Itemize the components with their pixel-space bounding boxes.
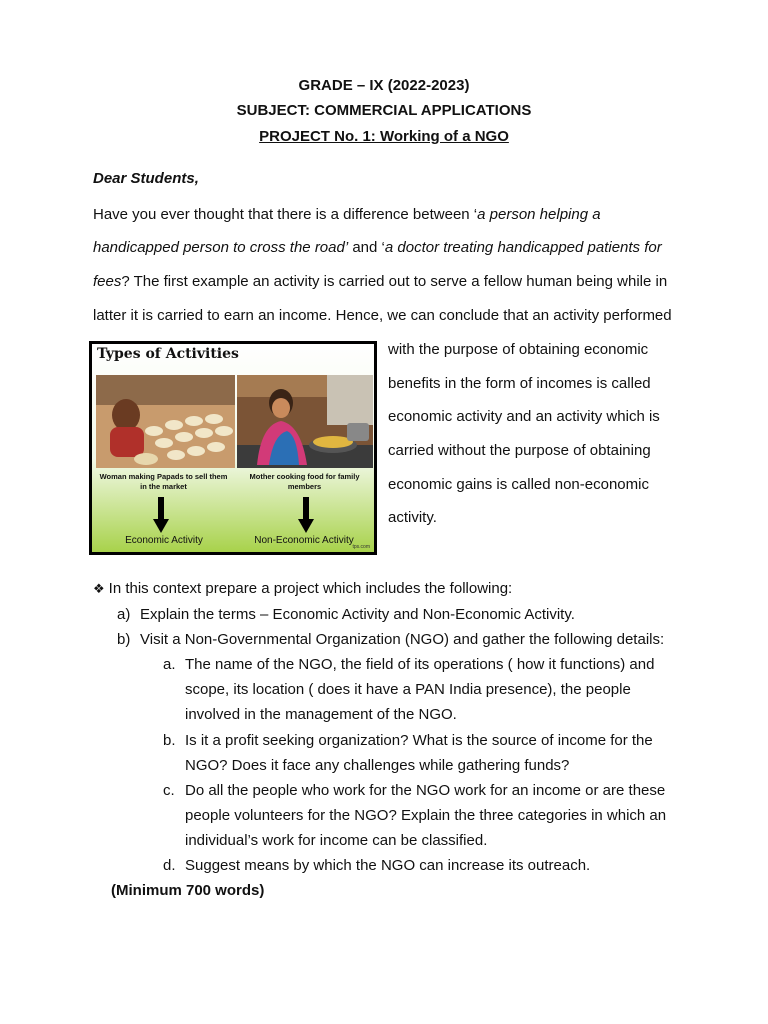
intro-line-4: latter it is carried to earn an income. Hence, we can conclude that an activity performed [93,307,672,324]
sub-list-continuation: individual’s work for income can be classified. [185,832,488,849]
sub-list-continuation: people volunteers for the NGO? Explain the three categories in which an [185,807,667,824]
caption-right: Mother cooking food for family members [249,472,360,491]
intro-line-2: handicapped person to cross the road’ and ‘a doctor treating handicapped patients for [93,239,662,256]
caption-left: Woman making Papads to sell them in the market [99,472,228,491]
papad-making-photo [96,375,235,468]
subject-heading: SUBJECT: COMMERCIAL APPLICATIONS [236,102,532,119]
task-intro: ❖ In this context prepare a project which includes the following: [93,580,513,597]
diamond-bullet-icon: ❖ [93,581,105,596]
sub-list-continuation: involved in the management of the NGO. [185,706,457,723]
wrap-line: economic gains is called non-economic [388,476,649,493]
salutation: Dear Students, [93,170,199,187]
wrap-line: benefits in the form of incomes is called [388,375,651,392]
types-of-activities-figure [89,341,377,555]
figure-title: Types of Activities [97,346,239,362]
sub-list-continuation: scope, its location ( does it have a PAN India presence), the people [185,681,631,698]
wrap-line: with the purpose of obtaining economic [388,341,649,358]
papad-making-illustration [96,375,235,468]
grade-heading: GRADE – IX (2022-2023) [298,77,470,94]
wrap-line: carried without the purpose of obtaining [388,442,651,459]
project-heading: PROJECT No. 1: Working of a NGO [259,128,509,145]
intro-line-3: fees? The first example an activity is carried out to serve a fellow human being while in [93,273,668,290]
intro-line-1: Have you ever thought that there is a difference between ‘a person helping a [93,206,601,223]
economic-activity-label: Economic Activity [125,535,203,546]
cooking-photo [237,375,373,468]
down-arrow-icon [298,497,314,533]
sub-list-continuation: NGO? Does it face any challenges while gathering funds? [185,757,570,774]
minimum-words-note: (Minimum 700 words) [111,882,265,899]
image-credit: tps.com [352,544,370,550]
down-arrow-icon [153,497,169,533]
non-economic-activity-label: Non-Economic Activity [254,535,354,546]
wrap-line: economic activity and an activity which is [388,408,660,425]
wrap-line: activity. [388,509,437,526]
document-page: GRADE – IX (2022-2023) SUBJECT: COMMERCIAL APPLICATIONS PROJECT No. 1: Working of a NGO Dear Students, Have you ever thought that there is a difference between ‘a person helping a handicapped person to cross the road’ and ‘a doctor treating handicapped patients for fees? The first example an activity is carried out to serve a fellow human being while in latter it is carried to earn an income. Hence, we can conclude that an activity performed with the purpose of obtaining economic benefits in the form of incomes is called economic activity and an activity which is carried without the purpose of obtaining economic gains is called non-economic activity. Types of Activities Woman making Papads to sell them in the market Mother cooking food for family members Economic Activity Non-Economic Activity tps.com ❖ In this context prepare a project which includes the following: a) Explain the terms – Economic Activity and Non-Economic Activity. b) Visit a Non-Governmental Organization (NGO) and gather the following details: a. The name of the NGO, the field of its operations ( how it functions) and scope, its location ( does it have a PAN India presence), the people involved in the management of the NGO. b. Is it a profit seeking organization? What is the source of income for the NGO? Does it face any challenges while gathering funds? c. Do all the people who work for the NGO work for an income or are these people volunteers for the NGO? Explain the three categories in which an individual’s work for income can be classified. d. Suggest means by which the NGO can increase its outreach. (Minimum 700 words) [0,0,768,1024]
cooking-illustration [237,375,373,468]
